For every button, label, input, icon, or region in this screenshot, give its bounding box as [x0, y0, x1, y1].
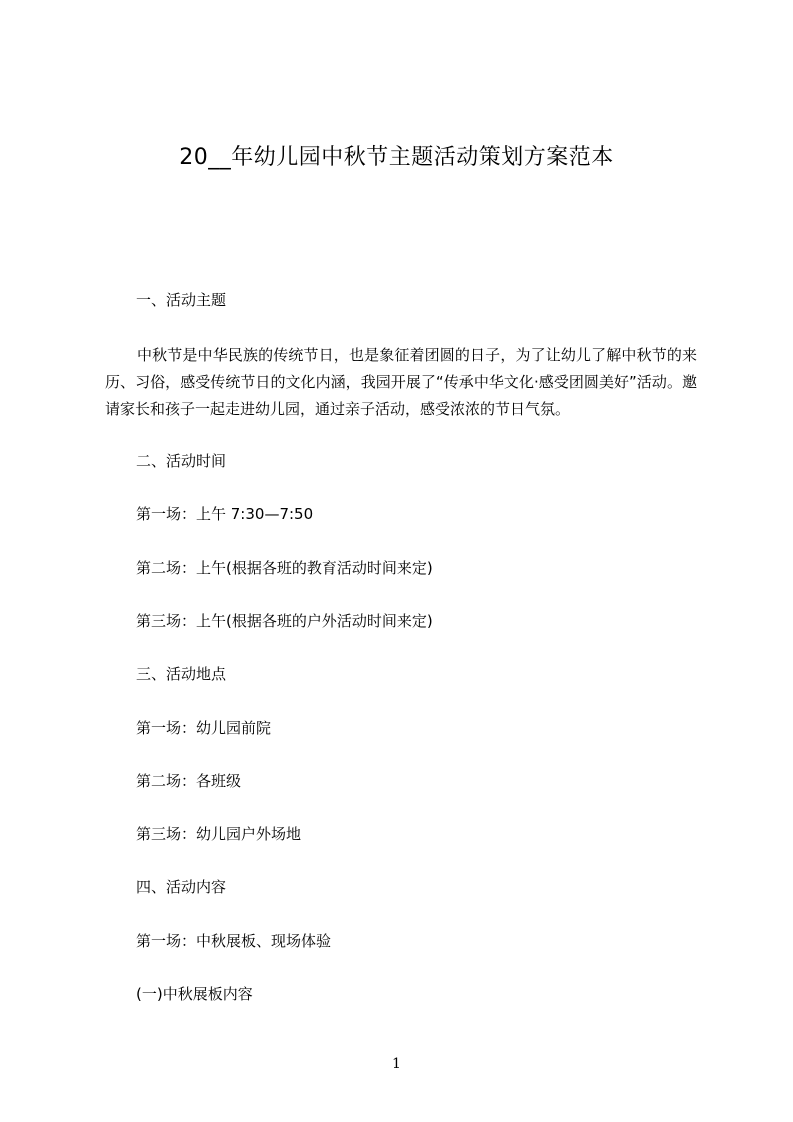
section-heading-theme: 一、活动主题: [136, 291, 227, 309]
location-item-first: 第一场：幼儿园前院: [136, 719, 272, 737]
page-number: 1: [392, 1056, 401, 1072]
content-item-first: 第一场：中秋展板、现场体验: [136, 932, 332, 950]
theme-paragraph: 中秋节是中华民族的传统节日，也是象征着团圆的日子，为了让幼儿了解中秋节的来历、习俗，感受传统节日的文化内涵，我园开展了“传承中华文化·感受团圆美好”活动。邀请家长和孩子一起走进幼儿园，通过亲子活动，感受浓浓的节日气氛。: [105, 346, 697, 418]
section-heading-location: 三、活动地点: [136, 665, 227, 683]
time-item-first: 第一场：上午 7:30—7:50: [136, 505, 314, 523]
section-heading-time: 二、活动时间: [136, 452, 227, 470]
document-title: 20__年幼儿园中秋节主题活动策划方案范本: [179, 145, 614, 170]
time-item-second: 第二场：上午(根据各班的教育活动时间来定): [136, 559, 433, 577]
location-item-third: 第三场：幼儿园户外场地: [136, 825, 302, 843]
location-item-second: 第二场：各班级: [136, 772, 242, 790]
time-item-third: 第三场：上午(根据各班的户外活动时间来定): [136, 612, 433, 630]
section-heading-content: 四、活动内容: [136, 878, 227, 896]
content-subheading: (一)中秋展板内容: [136, 985, 253, 1003]
